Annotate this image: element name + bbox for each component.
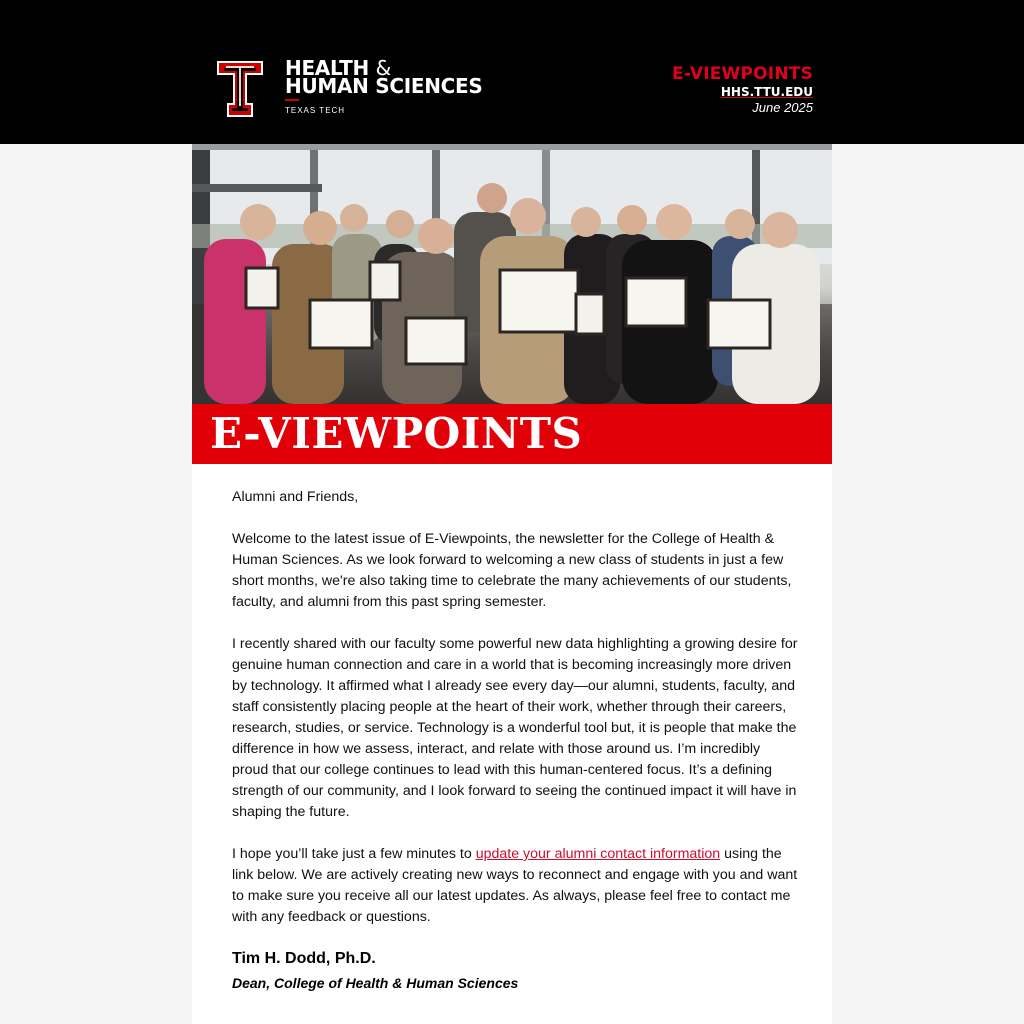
- signature-title: Dean, College of Health & Human Sciences: [232, 975, 519, 991]
- brand-name-line1: HEALTH &: [285, 56, 391, 80]
- email-content: [192, 144, 832, 1024]
- newsletter-meta: [672, 64, 813, 116]
- letter-body: [232, 487, 798, 949]
- newsletter-title: E-VIEWPOINTS: [672, 64, 813, 84]
- double-t-logo-icon: [217, 60, 263, 118]
- email-header: [0, 0, 1024, 144]
- paragraph-human-connection: I recently shared with our faculty some powerful new data highlighting a growing desire for genuine human connection and care in a world that is becoming increasingly more driven by technology. It affirmed what I already see every day—our alumni, students, faculty, and staff consistently placing people at the heart of their work, whether through their careers, research, studies, or service. Technology is a wonderful tool but, it is people that make the difference in how we assess, interact, and relate with those around us. I’m incredibly proud that our college continues to lead with this human-centered focus. It’s a defining strength of our community, and I look forward to seeing the continued impact it will have in shaping the future.: [232, 636, 798, 820]
- banner-title: E-VIEWPOINTS: [210, 409, 583, 458]
- brand-name-line2: HUMAN SCIENCES: [285, 74, 483, 98]
- paragraph-contact-update: I hope you’ll take just a few minutes to update your alumni contact information using the link below. We are actively creating new ways to reconnect and engage with you and want to make sure you receive all our latest updates. As always, please feel free to contact me with any feedback or questions.: [232, 846, 798, 925]
- greeting: Alumni and Friends,: [232, 489, 359, 505]
- group-photo-illustration: [192, 144, 832, 404]
- brand-divider: [285, 99, 299, 101]
- paragraph-welcome: Welcome to the latest issue of E-Viewpoints, the newsletter for the College of Health & Human Sciences. As we look forward to welcoming a new class of students in just a few short months, we're also taking time to celebrate the many achievements of our students, faculty, and alumni from this past spring semester.: [232, 531, 792, 610]
- update-contact-info-link[interactable]: update your alumni contact information: [475, 846, 721, 862]
- signature-name: Tim H. Dodd, Ph.D.: [232, 950, 376, 967]
- newsletter-banner: [192, 404, 832, 464]
- hero-photo: [192, 144, 832, 404]
- website-link[interactable]: HHS.TTU.EDU: [720, 85, 813, 99]
- issue-date: June 2025: [752, 100, 813, 115]
- brand-subtitle: TEXAS TECH: [285, 106, 346, 115]
